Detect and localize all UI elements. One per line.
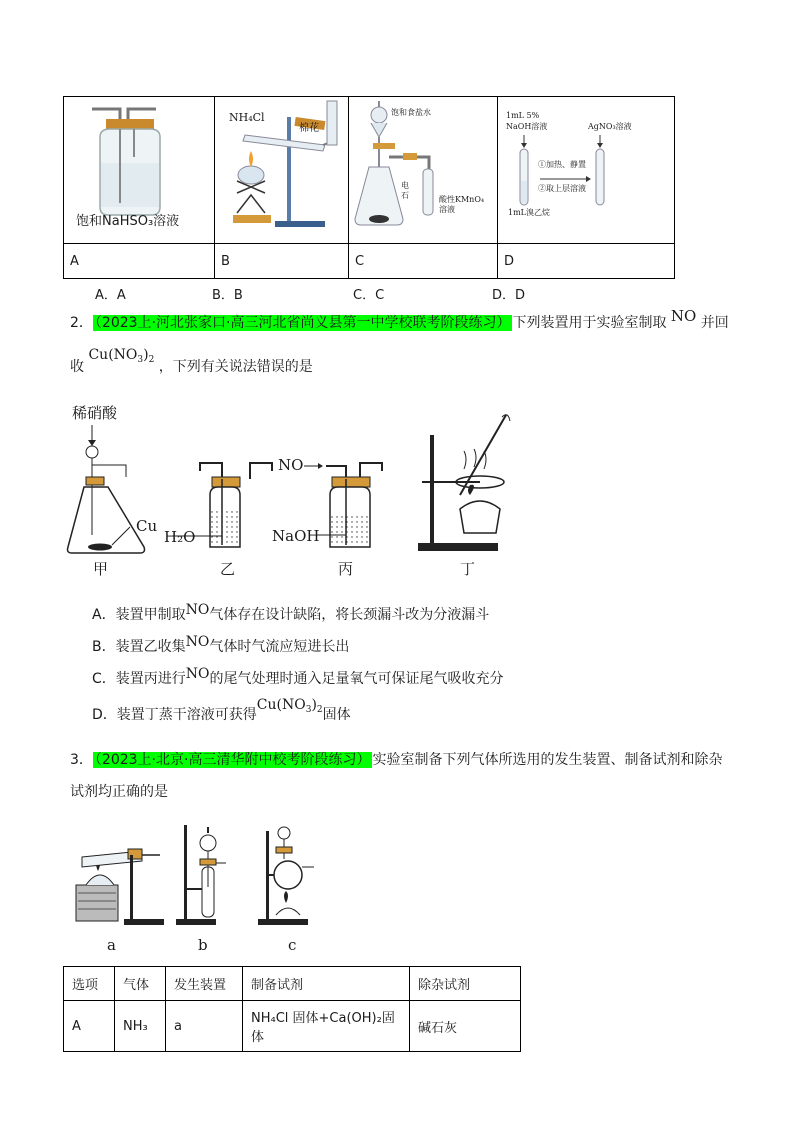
q1-option-a[interactable]: A．A — [95, 288, 126, 303]
q1-d-bottom-label: 1mL溴乙烷 — [508, 208, 550, 217]
q1-option-d[interactable]: D．D — [492, 288, 526, 303]
q1-figure-b — [215, 97, 349, 244]
q2-apparatus-figure — [60, 395, 520, 575]
q1-cell-d: D — [498, 244, 675, 279]
q1-c-funnel-label: 饱和食盐水 — [391, 108, 431, 117]
q3-table — [63, 966, 521, 1052]
q3-caption-b: b — [198, 936, 208, 954]
q2-stem-line1 — [70, 307, 729, 332]
q1-b-cotton-label: 棉花 — [299, 123, 319, 134]
q1-apparatus-table — [63, 96, 675, 279]
q1-d-step2-label: ②取上层溶液 — [538, 184, 586, 193]
q2-option-a[interactable]: A．装置甲制取NO气体存在设计缺陷，将长颈漏斗改为分液漏斗 — [92, 602, 490, 623]
table-cell: NH₄Cl 固体+Ca(OH)₂固体 — [243, 1001, 410, 1052]
q3-caption-c: c — [288, 936, 297, 954]
q3-number: 3． — [70, 752, 93, 768]
table-cell: a — [166, 1001, 243, 1052]
q1-d-naoh-label: NaOH溶液 — [506, 122, 548, 131]
q2-caption-ding: 丁 — [460, 560, 476, 578]
q2-acid-label: 稀硝酸 — [72, 404, 118, 422]
q2-caption-jia: 甲 — [93, 560, 109, 578]
q2-stem-part1: 下列装置用于实验室制取 — [512, 315, 667, 331]
table-cell: A — [64, 1001, 115, 1052]
q3-apparatus-figure — [70, 815, 330, 933]
q2-cu-no3-formula: $Cu(NO_3)_2$ — [88, 347, 155, 365]
q1-d-top-left-label: 1mL 5% — [506, 111, 540, 120]
q1-c-tube-label: 酸性KMnO₄溶液 — [439, 195, 485, 214]
q2-naoh-label: NaOH — [272, 527, 320, 545]
q1-c-solid-label: 电石 — [401, 181, 409, 200]
q1-cell-a: A — [64, 244, 215, 279]
table-cell: NH₃ — [115, 1001, 166, 1052]
q1-b-reagent-label: NH₄Cl — [229, 111, 265, 124]
q2-option-b[interactable]: B．装置乙收集NO气体时气流应短进长出 — [92, 634, 350, 655]
q2-caption-bing: 丙 — [338, 560, 354, 578]
q2-no-inlet-label: NO — [278, 456, 304, 474]
q2-stem-line2 — [70, 347, 313, 377]
q1-a-solution-label: 饱和NaHSO₃溶液 — [76, 214, 180, 229]
q2-no-formula: NO — [670, 307, 697, 325]
q2-number: 2． — [70, 315, 93, 331]
q1-d-step1-label: ①加热、静置 — [538, 160, 586, 169]
q2-h2o-label: H₂O — [164, 528, 196, 546]
table-cell: 碱石灰 — [410, 1001, 521, 1052]
table-header-cell: 制备试剂 — [243, 967, 410, 1001]
q1-cell-c: C — [349, 244, 498, 279]
table-header-cell: 发生装置 — [166, 967, 243, 1001]
q2-cu-label: Cu — [136, 517, 158, 535]
q1-cell-b: B — [215, 244, 349, 279]
q2-source-highlight: （2023上·河北张家口·高三河北省尚义县第一中学校联考阶段练习） — [94, 315, 511, 331]
q3-stem-line1 — [70, 749, 722, 769]
q2-stem-line2-b: ，下列有关说法错误的是 — [158, 359, 313, 375]
q1-figure-d — [498, 97, 675, 244]
q3-stem-line2: 试剂均正确的是 — [70, 784, 168, 800]
table-row — [64, 1001, 521, 1052]
table-header-cell: 气体 — [115, 967, 166, 1001]
q3-stem-line1-text: 实验室制备下列气体所选用的发生装置、制备试剂和除杂 — [372, 752, 723, 768]
q1-figure-a — [64, 97, 215, 244]
table-header-row — [64, 967, 521, 1001]
q3-caption-a: a — [107, 936, 116, 954]
q3-source-highlight: （2023上·北京·高三清华附中校考阶段练习） — [94, 752, 371, 768]
q1-figure-c — [349, 97, 498, 244]
q1-option-b[interactable]: B．B — [212, 288, 243, 303]
table-header-cell: 选项 — [64, 967, 115, 1001]
q2-stem-line2-a: 收 — [70, 359, 84, 375]
q2-stem-part2: 并回 — [700, 315, 729, 331]
table-header-cell: 除杂试剂 — [410, 967, 521, 1001]
q1-d-agno3-label: AgNO₃溶液 — [588, 122, 632, 131]
q1-option-c[interactable]: C．C — [353, 288, 385, 303]
q2-option-c[interactable]: C．装置丙进行NO的尾气处理时通入足量氧气可保证尾气吸收充分 — [92, 666, 504, 687]
q2-caption-yi: 乙 — [220, 560, 236, 578]
q2-option-d[interactable]: D．装置丁蒸干溶液可获得$Cu(NO_3)_2$固体 — [92, 697, 351, 723]
